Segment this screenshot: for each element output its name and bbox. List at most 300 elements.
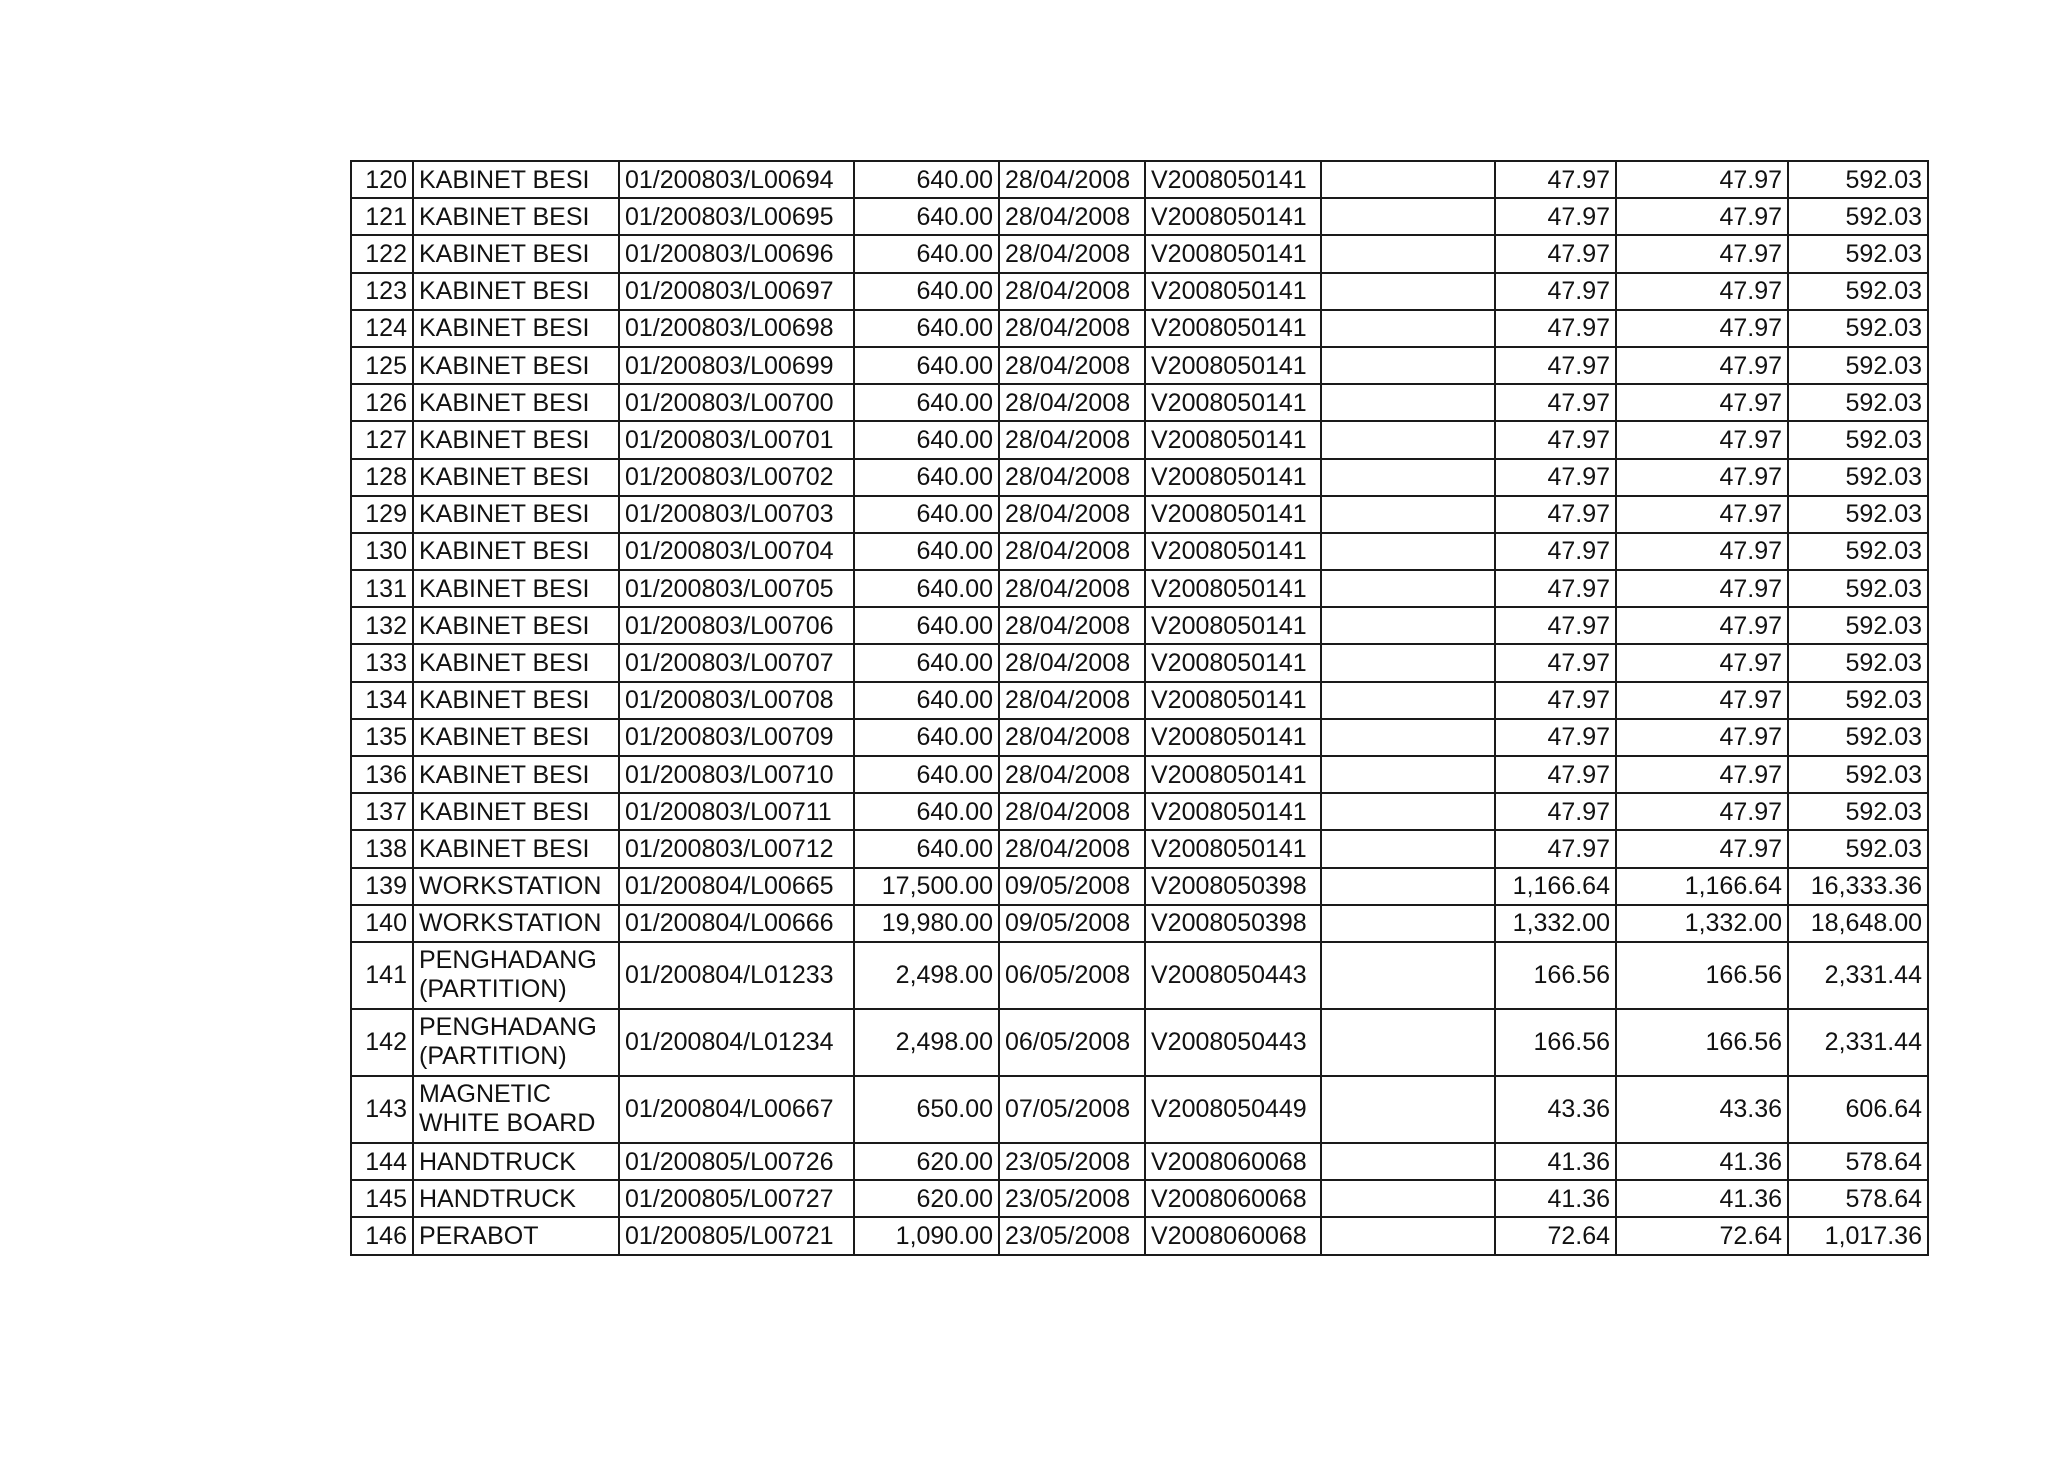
- item-number-cell: 140: [351, 905, 413, 942]
- date-cell: 28/04/2008: [999, 310, 1145, 347]
- depreciation-cell: 47.97: [1495, 421, 1616, 458]
- empty-cell: [1321, 235, 1495, 272]
- voucher-cell: V2008050141: [1145, 310, 1321, 347]
- accumulated-depreciation-cell: 47.97: [1616, 533, 1788, 570]
- voucher-cell: V2008050141: [1145, 161, 1321, 198]
- voucher-cell: V2008050141: [1145, 644, 1321, 681]
- cost-cell: 640.00: [854, 496, 999, 533]
- asset-ref-cell: 01/200803/L00700: [619, 384, 854, 421]
- table-row: [351, 1009, 1928, 1076]
- description-cell: KABINET BESI: [413, 496, 619, 533]
- description-cell: PERABOT: [413, 1217, 619, 1254]
- accumulated-depreciation-cell: 47.97: [1616, 273, 1788, 310]
- empty-cell: [1321, 161, 1495, 198]
- voucher-cell: V2008060068: [1145, 1217, 1321, 1254]
- table-row: [351, 1180, 1928, 1217]
- voucher-cell: V2008060068: [1145, 1143, 1321, 1180]
- table-row: [351, 570, 1928, 607]
- description-cell: KABINET BESI: [413, 198, 619, 235]
- net-book-value-cell: 592.03: [1788, 421, 1928, 458]
- accumulated-depreciation-cell: 47.97: [1616, 161, 1788, 198]
- table-row: [351, 310, 1928, 347]
- item-number-cell: 135: [351, 719, 413, 756]
- depreciation-cell: 47.97: [1495, 644, 1616, 681]
- depreciation-cell: 47.97: [1495, 384, 1616, 421]
- item-number-cell: 146: [351, 1217, 413, 1254]
- item-number-cell: 121: [351, 198, 413, 235]
- description-cell: KABINET BESI: [413, 421, 619, 458]
- empty-cell: [1321, 1217, 1495, 1254]
- description-cell: KABINET BESI: [413, 384, 619, 421]
- date-cell: 28/04/2008: [999, 830, 1145, 867]
- description-cell: KABINET BESI: [413, 682, 619, 719]
- asset-ref-cell: 01/200804/L00665: [619, 868, 854, 905]
- asset-ref-cell: 01/200803/L00701: [619, 421, 854, 458]
- table-row: [351, 347, 1928, 384]
- empty-cell: [1321, 682, 1495, 719]
- depreciation-cell: 1,166.64: [1495, 868, 1616, 905]
- asset-ref-cell: 01/200805/L00727: [619, 1180, 854, 1217]
- net-book-value-cell: 578.64: [1788, 1143, 1928, 1180]
- voucher-cell: V2008050141: [1145, 347, 1321, 384]
- empty-cell: [1321, 496, 1495, 533]
- date-cell: 28/04/2008: [999, 607, 1145, 644]
- depreciation-cell: 47.97: [1495, 793, 1616, 830]
- cost-cell: 2,498.00: [854, 1009, 999, 1076]
- empty-cell: [1321, 459, 1495, 496]
- voucher-cell: V2008060068: [1145, 1180, 1321, 1217]
- description-cell: HANDTRUCK: [413, 1180, 619, 1217]
- description-cell: KABINET BESI: [413, 161, 619, 198]
- date-cell: 28/04/2008: [999, 719, 1145, 756]
- date-cell: 28/04/2008: [999, 235, 1145, 272]
- item-number-cell: 142: [351, 1009, 413, 1076]
- depreciation-cell: 47.97: [1495, 273, 1616, 310]
- net-book-value-cell: 592.03: [1788, 347, 1928, 384]
- depreciation-cell: 43.36: [1495, 1076, 1616, 1143]
- net-book-value-cell: 592.03: [1788, 161, 1928, 198]
- asset-ref-cell: 01/200803/L00702: [619, 459, 854, 496]
- asset-ref-cell: 01/200803/L00699: [619, 347, 854, 384]
- depreciation-cell: 166.56: [1495, 942, 1616, 1009]
- item-number-cell: 134: [351, 682, 413, 719]
- voucher-cell: V2008050141: [1145, 793, 1321, 830]
- cost-cell: 640.00: [854, 682, 999, 719]
- table-row: [351, 942, 1928, 1009]
- accumulated-depreciation-cell: 47.97: [1616, 607, 1788, 644]
- depreciation-cell: 72.64: [1495, 1217, 1616, 1254]
- depreciation-cell: 47.97: [1495, 310, 1616, 347]
- empty-cell: [1321, 347, 1495, 384]
- description-cell: KABINET BESI: [413, 533, 619, 570]
- accumulated-depreciation-cell: 47.97: [1616, 235, 1788, 272]
- date-cell: 28/04/2008: [999, 384, 1145, 421]
- cost-cell: 620.00: [854, 1180, 999, 1217]
- empty-cell: [1321, 756, 1495, 793]
- date-cell: 28/04/2008: [999, 273, 1145, 310]
- net-book-value-cell: 592.03: [1788, 273, 1928, 310]
- table-row: [351, 421, 1928, 458]
- asset-ref-cell: 01/200803/L00708: [619, 682, 854, 719]
- cost-cell: 19,980.00: [854, 905, 999, 942]
- cost-cell: 640.00: [854, 644, 999, 681]
- depreciation-cell: 47.97: [1495, 198, 1616, 235]
- asset-ref-cell: 01/200803/L00703: [619, 496, 854, 533]
- table-row: [351, 793, 1928, 830]
- asset-table: [350, 160, 1929, 1256]
- description-cell: WORKSTATION: [413, 868, 619, 905]
- asset-ref-cell: 01/200803/L00711: [619, 793, 854, 830]
- depreciation-cell: 47.97: [1495, 235, 1616, 272]
- date-cell: 28/04/2008: [999, 756, 1145, 793]
- asset-register-sheet: [350, 160, 1929, 1256]
- item-number-cell: 130: [351, 533, 413, 570]
- cost-cell: 640.00: [854, 421, 999, 458]
- depreciation-cell: 47.97: [1495, 756, 1616, 793]
- cost-cell: 17,500.00: [854, 868, 999, 905]
- asset-ref-cell: 01/200805/L00726: [619, 1143, 854, 1180]
- empty-cell: [1321, 607, 1495, 644]
- cost-cell: 640.00: [854, 570, 999, 607]
- accumulated-depreciation-cell: 47.97: [1616, 496, 1788, 533]
- cost-cell: 640.00: [854, 459, 999, 496]
- item-number-cell: 133: [351, 644, 413, 681]
- accumulated-depreciation-cell: 47.97: [1616, 756, 1788, 793]
- depreciation-cell: 47.97: [1495, 533, 1616, 570]
- asset-ref-cell: 01/200804/L01234: [619, 1009, 854, 1076]
- date-cell: 28/04/2008: [999, 421, 1145, 458]
- depreciation-cell: 47.97: [1495, 719, 1616, 756]
- description-cell: PENGHADANG (PARTITION): [413, 942, 619, 1009]
- empty-cell: [1321, 421, 1495, 458]
- table-row: [351, 496, 1928, 533]
- asset-ref-cell: 01/200803/L00705: [619, 570, 854, 607]
- item-number-cell: 143: [351, 1076, 413, 1143]
- net-book-value-cell: 2,331.44: [1788, 1009, 1928, 1076]
- description-cell: KABINET BESI: [413, 273, 619, 310]
- date-cell: 28/04/2008: [999, 644, 1145, 681]
- date-cell: 28/04/2008: [999, 793, 1145, 830]
- accumulated-depreciation-cell: 47.97: [1616, 793, 1788, 830]
- item-number-cell: 131: [351, 570, 413, 607]
- cost-cell: 640.00: [854, 756, 999, 793]
- depreciation-cell: 47.97: [1495, 347, 1616, 384]
- voucher-cell: V2008050141: [1145, 496, 1321, 533]
- date-cell: 28/04/2008: [999, 496, 1145, 533]
- description-cell: KABINET BESI: [413, 756, 619, 793]
- voucher-cell: V2008050141: [1145, 273, 1321, 310]
- accumulated-depreciation-cell: 47.97: [1616, 198, 1788, 235]
- depreciation-cell: 41.36: [1495, 1180, 1616, 1217]
- description-cell: KABINET BESI: [413, 235, 619, 272]
- empty-cell: [1321, 905, 1495, 942]
- date-cell: 28/04/2008: [999, 347, 1145, 384]
- item-number-cell: 129: [351, 496, 413, 533]
- item-number-cell: 123: [351, 273, 413, 310]
- accumulated-depreciation-cell: 47.97: [1616, 719, 1788, 756]
- voucher-cell: V2008050141: [1145, 198, 1321, 235]
- description-cell: KABINET BESI: [413, 719, 619, 756]
- accumulated-depreciation-cell: 1,332.00: [1616, 905, 1788, 942]
- net-book-value-cell: 1,017.36: [1788, 1217, 1928, 1254]
- accumulated-depreciation-cell: 1,166.64: [1616, 868, 1788, 905]
- item-number-cell: 144: [351, 1143, 413, 1180]
- description-cell: WORKSTATION: [413, 905, 619, 942]
- item-number-cell: 145: [351, 1180, 413, 1217]
- voucher-cell: V2008050141: [1145, 570, 1321, 607]
- description-cell: KABINET BESI: [413, 310, 619, 347]
- cost-cell: 640.00: [854, 533, 999, 570]
- description-cell: HANDTRUCK: [413, 1143, 619, 1180]
- empty-cell: [1321, 570, 1495, 607]
- item-number-cell: 122: [351, 235, 413, 272]
- net-book-value-cell: 2,331.44: [1788, 942, 1928, 1009]
- empty-cell: [1321, 198, 1495, 235]
- voucher-cell: V2008050449: [1145, 1076, 1321, 1143]
- asset-ref-cell: 01/200803/L00704: [619, 533, 854, 570]
- asset-table-body: [351, 161, 1928, 1255]
- empty-cell: [1321, 310, 1495, 347]
- table-row: [351, 682, 1928, 719]
- depreciation-cell: 47.97: [1495, 459, 1616, 496]
- date-cell: 09/05/2008: [999, 905, 1145, 942]
- voucher-cell: V2008050141: [1145, 533, 1321, 570]
- table-row: [351, 161, 1928, 198]
- net-book-value-cell: 592.03: [1788, 830, 1928, 867]
- table-row: [351, 384, 1928, 421]
- item-number-cell: 139: [351, 868, 413, 905]
- voucher-cell: V2008050141: [1145, 830, 1321, 867]
- voucher-cell: V2008050443: [1145, 1009, 1321, 1076]
- cost-cell: 640.00: [854, 310, 999, 347]
- accumulated-depreciation-cell: 166.56: [1616, 1009, 1788, 1076]
- table-row: [351, 198, 1928, 235]
- net-book-value-cell: 592.03: [1788, 384, 1928, 421]
- accumulated-depreciation-cell: 47.97: [1616, 347, 1788, 384]
- cost-cell: 640.00: [854, 161, 999, 198]
- date-cell: 23/05/2008: [999, 1180, 1145, 1217]
- table-row: [351, 459, 1928, 496]
- asset-ref-cell: 01/200803/L00712: [619, 830, 854, 867]
- net-book-value-cell: 592.03: [1788, 682, 1928, 719]
- cost-cell: 640.00: [854, 273, 999, 310]
- description-cell: KABINET BESI: [413, 347, 619, 384]
- cost-cell: 650.00: [854, 1076, 999, 1143]
- empty-cell: [1321, 793, 1495, 830]
- item-number-cell: 124: [351, 310, 413, 347]
- net-book-value-cell: 606.64: [1788, 1076, 1928, 1143]
- date-cell: 28/04/2008: [999, 682, 1145, 719]
- accumulated-depreciation-cell: 47.97: [1616, 570, 1788, 607]
- net-book-value-cell: 592.03: [1788, 570, 1928, 607]
- voucher-cell: V2008050141: [1145, 384, 1321, 421]
- accumulated-depreciation-cell: 43.36: [1616, 1076, 1788, 1143]
- date-cell: 23/05/2008: [999, 1143, 1145, 1180]
- cost-cell: 640.00: [854, 347, 999, 384]
- asset-ref-cell: 01/200803/L00706: [619, 607, 854, 644]
- table-row: [351, 905, 1928, 942]
- asset-ref-cell: 01/200803/L00710: [619, 756, 854, 793]
- table-row: [351, 719, 1928, 756]
- net-book-value-cell: 592.03: [1788, 459, 1928, 496]
- voucher-cell: V2008050398: [1145, 868, 1321, 905]
- cost-cell: 620.00: [854, 1143, 999, 1180]
- table-row: [351, 644, 1928, 681]
- voucher-cell: V2008050141: [1145, 682, 1321, 719]
- net-book-value-cell: 592.03: [1788, 719, 1928, 756]
- net-book-value-cell: 578.64: [1788, 1180, 1928, 1217]
- cost-cell: 640.00: [854, 719, 999, 756]
- date-cell: 23/05/2008: [999, 1217, 1145, 1254]
- empty-cell: [1321, 1143, 1495, 1180]
- empty-cell: [1321, 868, 1495, 905]
- date-cell: 28/04/2008: [999, 459, 1145, 496]
- table-row: [351, 830, 1928, 867]
- accumulated-depreciation-cell: 47.97: [1616, 830, 1788, 867]
- table-row: [351, 1217, 1928, 1254]
- net-book-value-cell: 592.03: [1788, 644, 1928, 681]
- depreciation-cell: 47.97: [1495, 496, 1616, 533]
- depreciation-cell: 166.56: [1495, 1009, 1616, 1076]
- voucher-cell: V2008050141: [1145, 459, 1321, 496]
- empty-cell: [1321, 1180, 1495, 1217]
- table-row: [351, 235, 1928, 272]
- asset-ref-cell: 01/200803/L00698: [619, 310, 854, 347]
- asset-ref-cell: 01/200804/L00667: [619, 1076, 854, 1143]
- table-row: [351, 607, 1928, 644]
- asset-ref-cell: 01/200803/L00694: [619, 161, 854, 198]
- accumulated-depreciation-cell: 47.97: [1616, 384, 1788, 421]
- accumulated-depreciation-cell: 41.36: [1616, 1143, 1788, 1180]
- empty-cell: [1321, 830, 1495, 867]
- empty-cell: [1321, 384, 1495, 421]
- depreciation-cell: 47.97: [1495, 570, 1616, 607]
- voucher-cell: V2008050443: [1145, 942, 1321, 1009]
- voucher-cell: V2008050141: [1145, 607, 1321, 644]
- cost-cell: 640.00: [854, 830, 999, 867]
- asset-ref-cell: 01/200805/L00721: [619, 1217, 854, 1254]
- description-cell: KABINET BESI: [413, 830, 619, 867]
- depreciation-cell: 47.97: [1495, 830, 1616, 867]
- item-number-cell: 127: [351, 421, 413, 458]
- accumulated-depreciation-cell: 47.97: [1616, 421, 1788, 458]
- net-book-value-cell: 592.03: [1788, 607, 1928, 644]
- net-book-value-cell: 592.03: [1788, 235, 1928, 272]
- accumulated-depreciation-cell: 47.97: [1616, 682, 1788, 719]
- net-book-value-cell: 592.03: [1788, 310, 1928, 347]
- item-number-cell: 120: [351, 161, 413, 198]
- depreciation-cell: 47.97: [1495, 161, 1616, 198]
- cost-cell: 640.00: [854, 607, 999, 644]
- description-cell: MAGNETIC WHITE BOARD: [413, 1076, 619, 1143]
- description-cell: KABINET BESI: [413, 570, 619, 607]
- asset-ref-cell: 01/200803/L00707: [619, 644, 854, 681]
- voucher-cell: V2008050141: [1145, 719, 1321, 756]
- accumulated-depreciation-cell: 47.97: [1616, 459, 1788, 496]
- asset-ref-cell: 01/200803/L00696: [619, 235, 854, 272]
- description-cell: KABINET BESI: [413, 644, 619, 681]
- item-number-cell: 125: [351, 347, 413, 384]
- table-row: [351, 1143, 1928, 1180]
- net-book-value-cell: 16,333.36: [1788, 868, 1928, 905]
- empty-cell: [1321, 533, 1495, 570]
- description-cell: KABINET BESI: [413, 459, 619, 496]
- accumulated-depreciation-cell: 47.97: [1616, 644, 1788, 681]
- cost-cell: 640.00: [854, 384, 999, 421]
- depreciation-cell: 47.97: [1495, 682, 1616, 719]
- net-book-value-cell: 592.03: [1788, 756, 1928, 793]
- item-number-cell: 138: [351, 830, 413, 867]
- asset-ref-cell: 01/200803/L00697: [619, 273, 854, 310]
- table-row: [351, 756, 1928, 793]
- date-cell: 09/05/2008: [999, 868, 1145, 905]
- accumulated-depreciation-cell: 166.56: [1616, 942, 1788, 1009]
- voucher-cell: V2008050398: [1145, 905, 1321, 942]
- date-cell: 28/04/2008: [999, 198, 1145, 235]
- empty-cell: [1321, 719, 1495, 756]
- table-row: [351, 533, 1928, 570]
- date-cell: 28/04/2008: [999, 533, 1145, 570]
- depreciation-cell: 47.97: [1495, 607, 1616, 644]
- table-row: [351, 868, 1928, 905]
- cost-cell: 1,090.00: [854, 1217, 999, 1254]
- item-number-cell: 126: [351, 384, 413, 421]
- asset-ref-cell: 01/200804/L01233: [619, 942, 854, 1009]
- date-cell: 06/05/2008: [999, 1009, 1145, 1076]
- depreciation-cell: 1,332.00: [1495, 905, 1616, 942]
- accumulated-depreciation-cell: 47.97: [1616, 310, 1788, 347]
- item-number-cell: 136: [351, 756, 413, 793]
- net-book-value-cell: 18,648.00: [1788, 905, 1928, 942]
- item-number-cell: 141: [351, 942, 413, 1009]
- description-cell: KABINET BESI: [413, 793, 619, 830]
- description-cell: PENGHADANG (PARTITION): [413, 1009, 619, 1076]
- net-book-value-cell: 592.03: [1788, 198, 1928, 235]
- date-cell: 28/04/2008: [999, 161, 1145, 198]
- depreciation-cell: 41.36: [1495, 1143, 1616, 1180]
- accumulated-depreciation-cell: 72.64: [1616, 1217, 1788, 1254]
- empty-cell: [1321, 273, 1495, 310]
- empty-cell: [1321, 644, 1495, 681]
- date-cell: 07/05/2008: [999, 1076, 1145, 1143]
- net-book-value-cell: 592.03: [1788, 533, 1928, 570]
- empty-cell: [1321, 1076, 1495, 1143]
- asset-ref-cell: 01/200804/L00666: [619, 905, 854, 942]
- cost-cell: 640.00: [854, 198, 999, 235]
- cost-cell: 2,498.00: [854, 942, 999, 1009]
- asset-ref-cell: 01/200803/L00695: [619, 198, 854, 235]
- accumulated-depreciation-cell: 41.36: [1616, 1180, 1788, 1217]
- net-book-value-cell: 592.03: [1788, 793, 1928, 830]
- empty-cell: [1321, 1009, 1495, 1076]
- net-book-value-cell: 592.03: [1788, 496, 1928, 533]
- item-number-cell: 132: [351, 607, 413, 644]
- date-cell: 28/04/2008: [999, 570, 1145, 607]
- table-row: [351, 1076, 1928, 1143]
- voucher-cell: V2008050141: [1145, 756, 1321, 793]
- cost-cell: 640.00: [854, 793, 999, 830]
- date-cell: 06/05/2008: [999, 942, 1145, 1009]
- empty-cell: [1321, 942, 1495, 1009]
- asset-ref-cell: 01/200803/L00709: [619, 719, 854, 756]
- voucher-cell: V2008050141: [1145, 421, 1321, 458]
- voucher-cell: V2008050141: [1145, 235, 1321, 272]
- cost-cell: 640.00: [854, 235, 999, 272]
- item-number-cell: 128: [351, 459, 413, 496]
- description-cell: KABINET BESI: [413, 607, 619, 644]
- item-number-cell: 137: [351, 793, 413, 830]
- table-row: [351, 273, 1928, 310]
